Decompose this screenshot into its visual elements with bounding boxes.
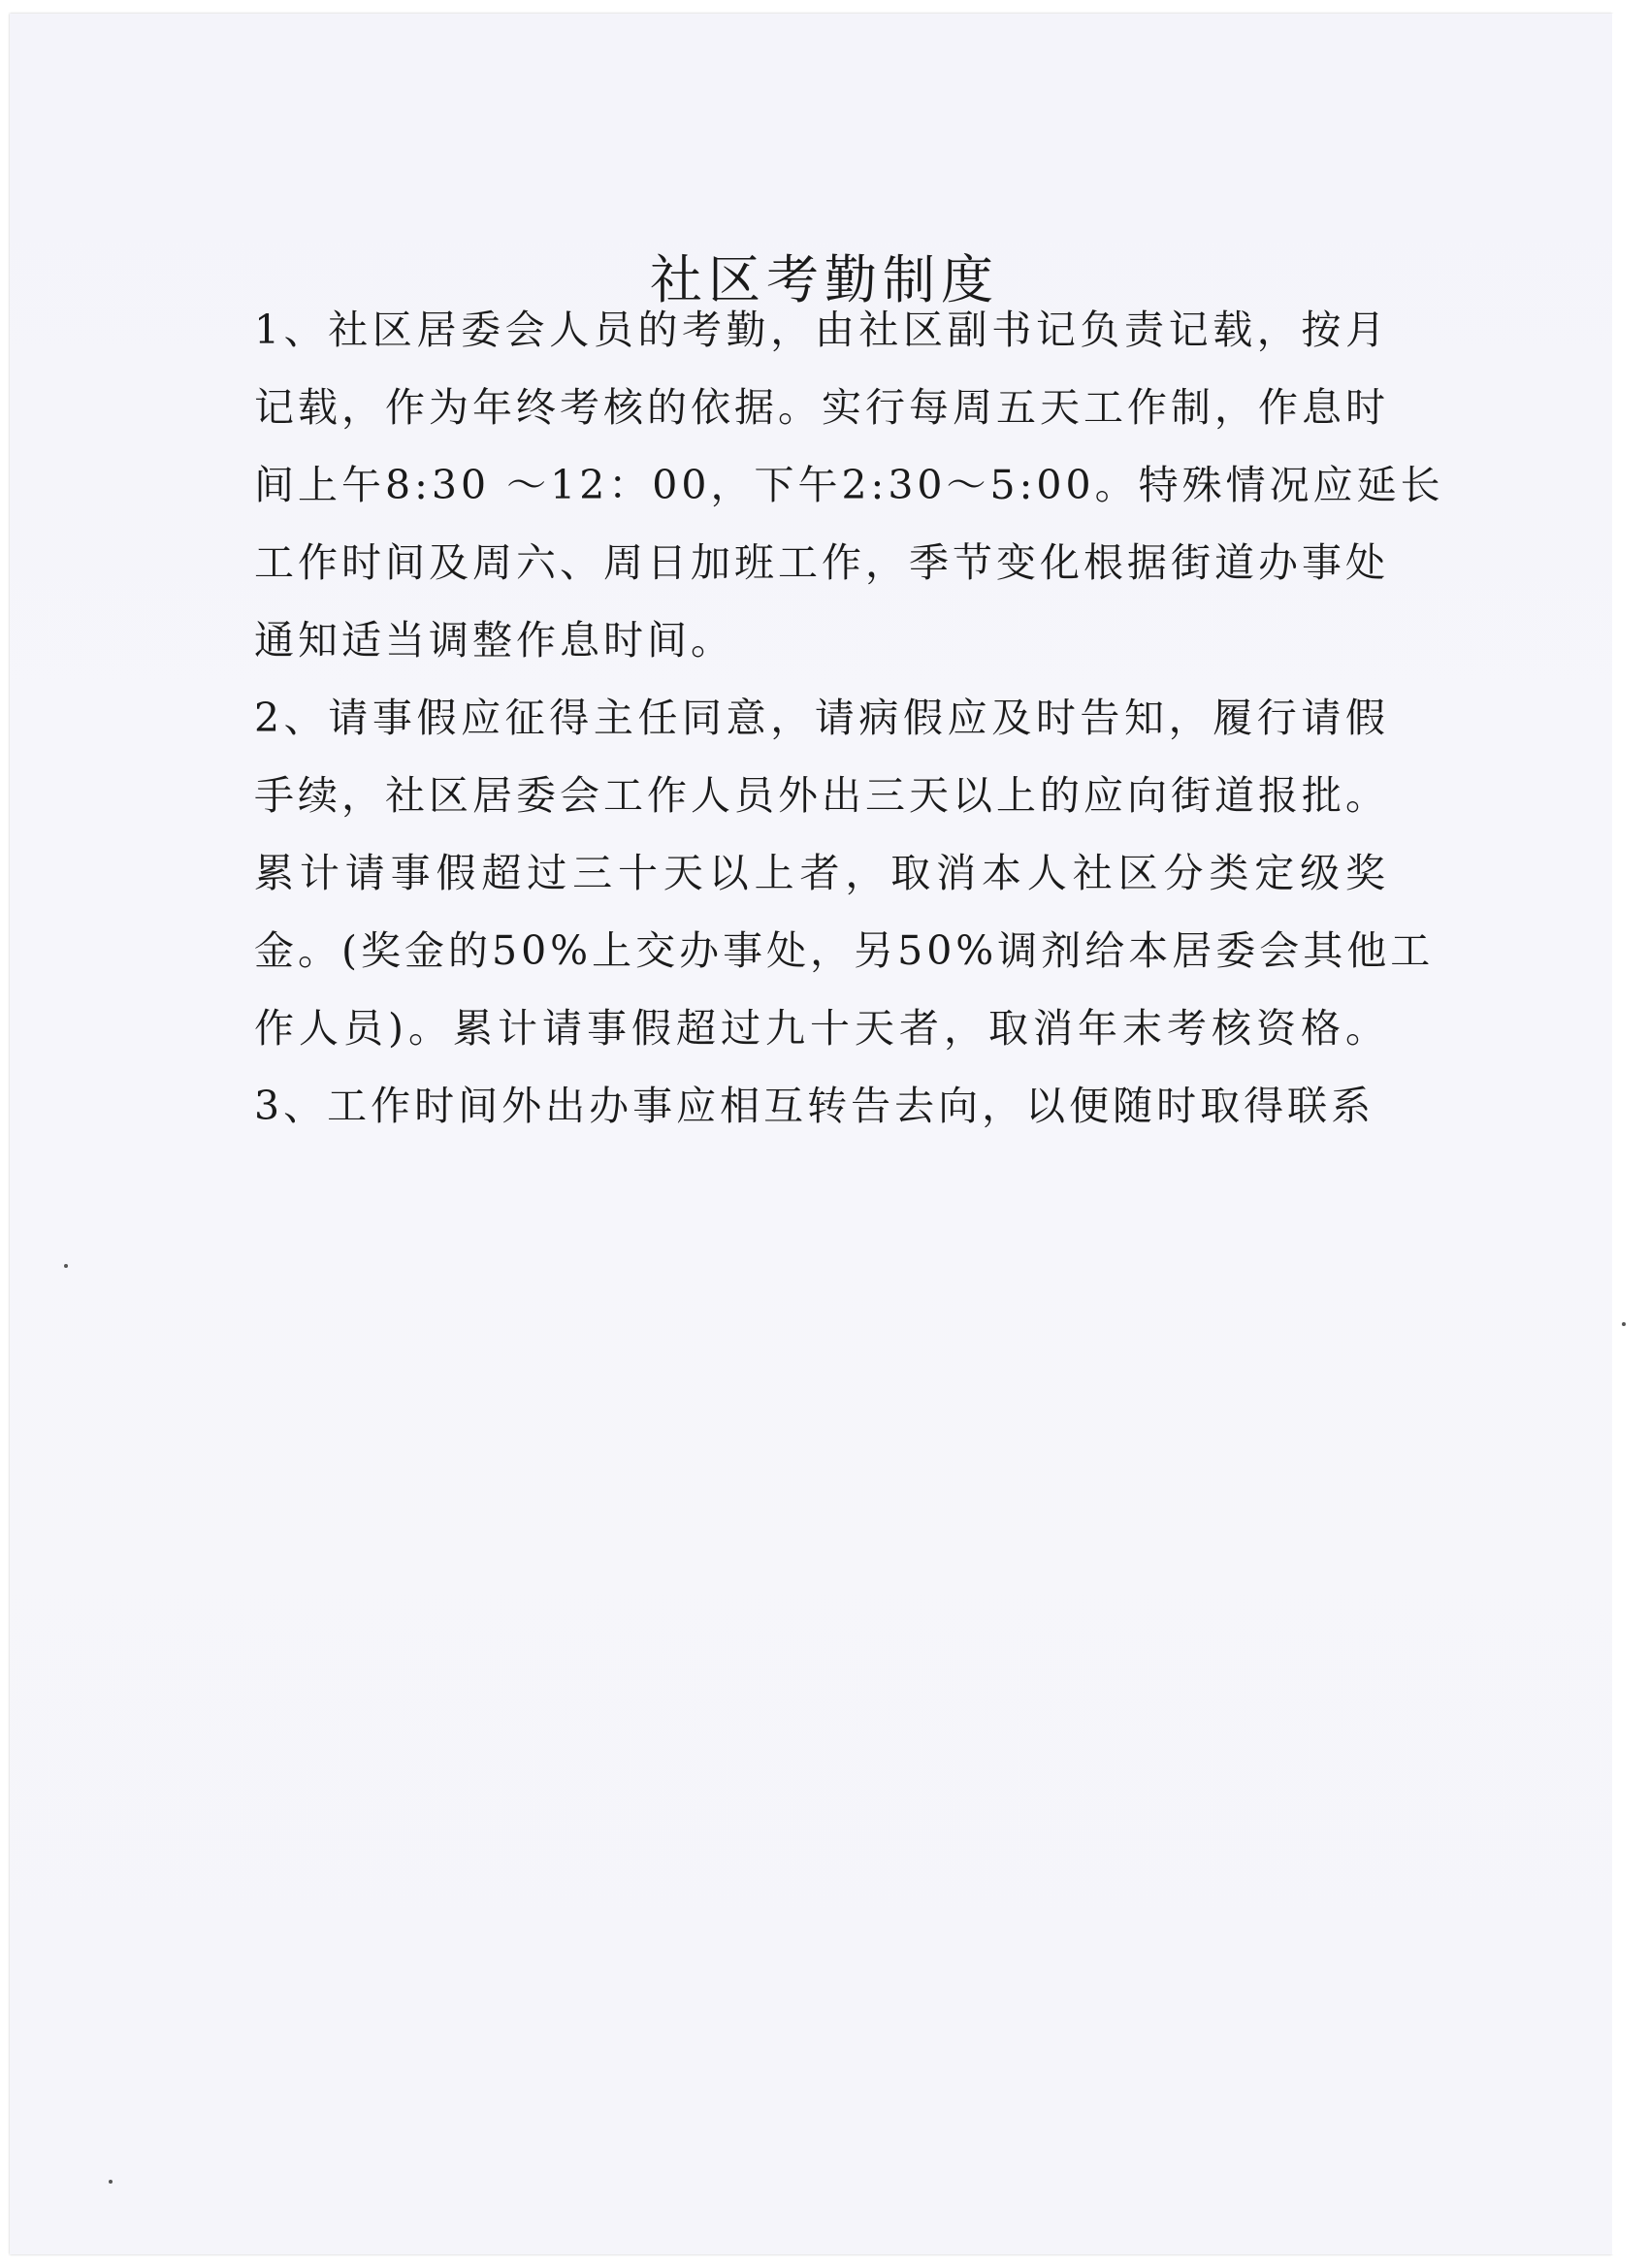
body-line: 间上午8:30 ～12：00，下午2:30～5:00。特殊情况应延长 <box>254 462 1444 508</box>
document-body <box>254 291 1444 1145</box>
body-line: 作人员)。累计请事假超过九十天者，取消年末考核资格。 <box>254 1005 1389 1052</box>
scan-speck <box>1622 1322 1626 1326</box>
scan-speck <box>64 1264 68 1268</box>
scan-margin <box>1612 14 1649 2254</box>
body-line: 3、工作时间外出办事应相互转告去向，以便随时取得联系 <box>254 1083 1375 1129</box>
body-line: 通知适当调整作息时间。 <box>254 617 734 664</box>
body-line: 工作时间及周六、周日加班工作，季节变化根据街道办事处 <box>254 539 1389 586</box>
body-line: 1、社区居委会人员的考勤，由社区副书记负责记载，按月 <box>254 307 1389 353</box>
body-line: 记载，作为年终考核的依据。实行每周五天工作制，作息时 <box>254 384 1389 431</box>
body-line: 手续，社区居委会工作人员外出三天以上的应向街道报批。 <box>254 772 1389 819</box>
document-title: 社区考勤制度 <box>650 249 999 311</box>
body-line: 金。(奖金的50%上交办事处，另50%调剂给本居委会其他工 <box>254 927 1435 974</box>
body-line: 累计请事假超过三十天以上者，取消本人社区分类定级奖 <box>254 850 1389 896</box>
scan-speck <box>109 2180 113 2184</box>
body-line: 2、请事假应征得主任同意，请病假应及时告知，履行请假 <box>254 695 1389 741</box>
